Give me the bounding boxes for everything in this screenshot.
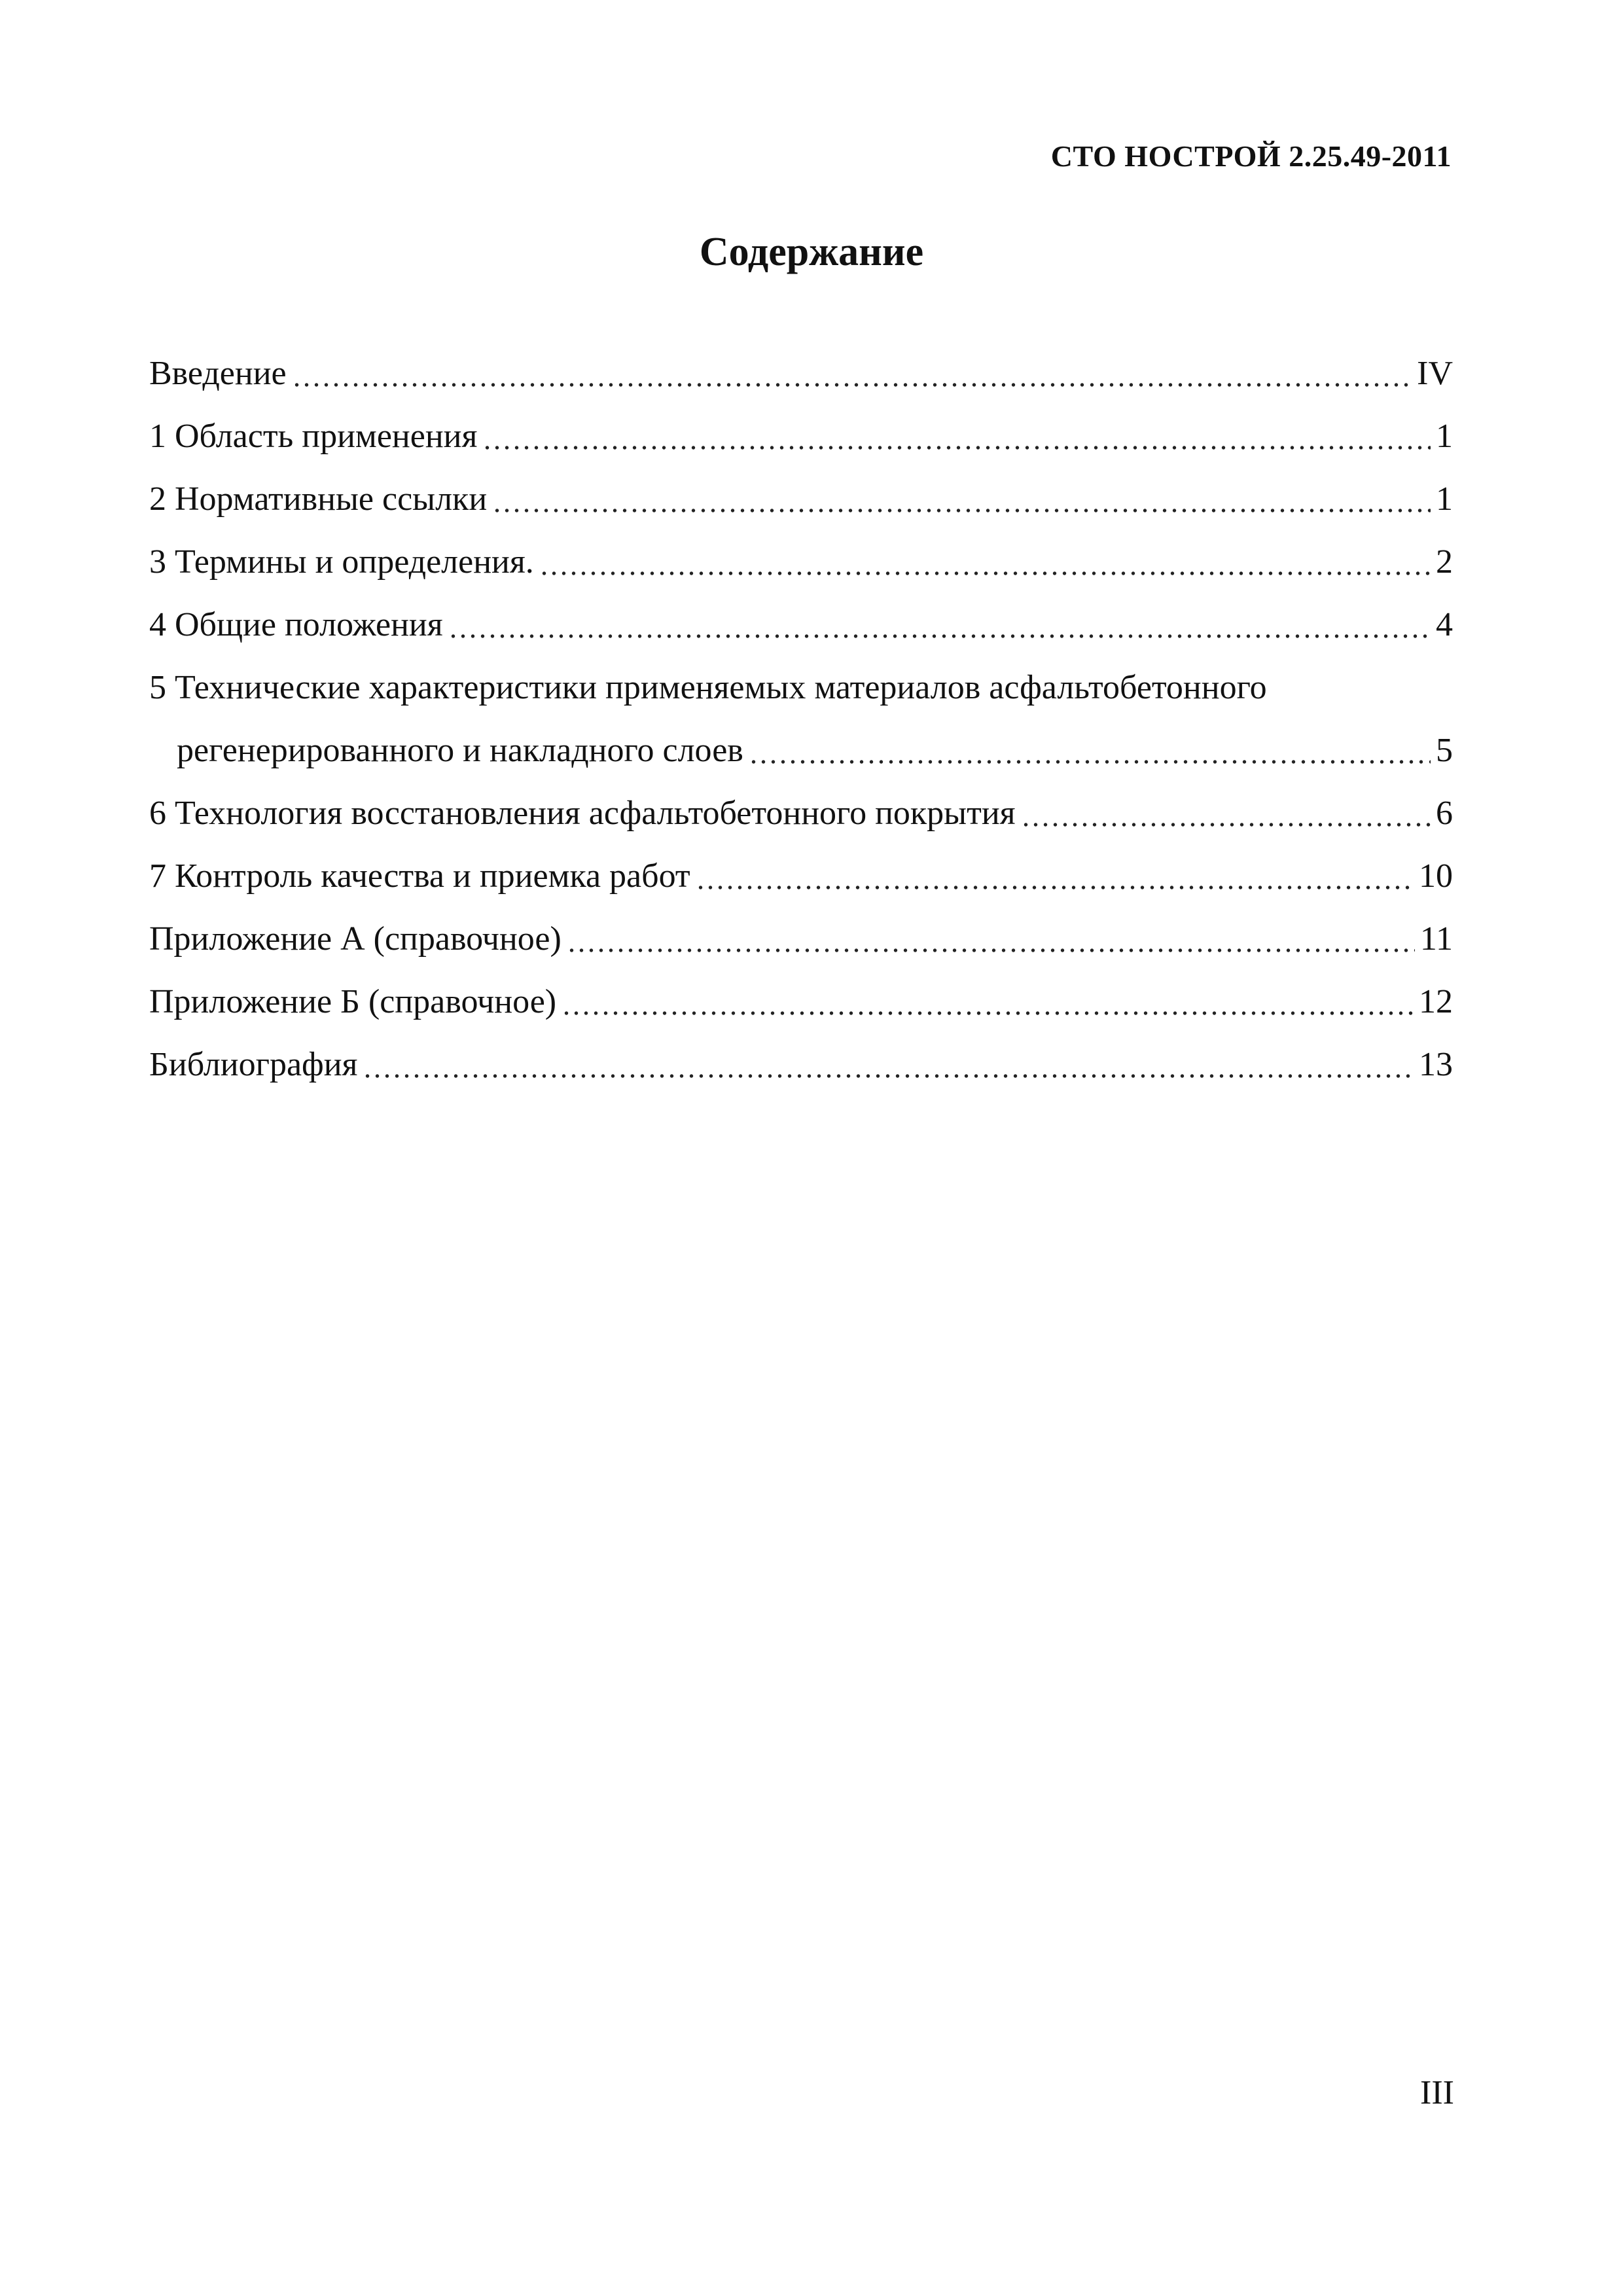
dot-leader: [448, 610, 1431, 639]
table-of-contents: [149, 342, 1453, 1096]
toc-entry-page: 11: [1419, 920, 1453, 958]
toc-entry-page: 12: [1419, 982, 1453, 1020]
toc-entry-section-2[interactable]: [149, 467, 1453, 530]
toc-entry-introduction[interactable]: [149, 342, 1453, 404]
toc-entry-section-7[interactable]: [149, 844, 1453, 907]
dot-leader: [696, 861, 1414, 890]
toc-entry-title: 6 Технология восстановления асфальтобетонного покрытия: [149, 794, 1016, 832]
toc-entry-title: 7 Контроль качества и приемка работ: [149, 857, 690, 895]
dot-leader: [292, 359, 1412, 387]
toc-entry-page: 2: [1436, 543, 1453, 581]
toc-entry-title: 1 Область применения: [149, 417, 478, 455]
toc-entry-page: IV: [1417, 354, 1453, 392]
toc-entry-page: 6: [1436, 794, 1453, 832]
dot-leader: [1021, 798, 1431, 827]
document-code: СТО НОСТРОЙ 2.25.49-2011: [1050, 139, 1452, 173]
page-number: III: [1420, 2074, 1454, 2111]
toc-entry-section-6[interactable]: [149, 781, 1453, 844]
page-title: Содержание: [699, 230, 924, 274]
toc-entry-page: 1: [1436, 417, 1453, 455]
toc-entry-bibliography[interactable]: [149, 1033, 1453, 1096]
toc-entry-section-1[interactable]: [149, 404, 1453, 467]
toc-entry-title: регенерированного и накладного слоев: [177, 731, 743, 769]
toc-entry-title: Библиография: [149, 1045, 358, 1083]
toc-entry-page: 4: [1436, 605, 1453, 643]
toc-entry-title: 5 Технические характеристики применяемых материалов асфальтобетонного: [149, 668, 1267, 706]
toc-entry-title: 3 Термины и определения.: [149, 543, 534, 581]
toc-entry-page: 1: [1436, 480, 1453, 518]
toc-entry-title: 4 Общие положения: [149, 605, 443, 643]
toc-entry-page: 10: [1419, 857, 1453, 895]
dot-leader: [482, 422, 1431, 450]
toc-entry-appendix-b[interactable]: [149, 970, 1453, 1033]
toc-entry-page: 5: [1436, 731, 1453, 769]
toc-entry-section-5-continued[interactable]: [149, 719, 1453, 781]
dot-leader: [539, 547, 1431, 576]
toc-entry-title: Приложение Б (справочное): [149, 982, 557, 1020]
toc-entry-section-5[interactable]: [149, 656, 1453, 719]
toc-entry-title: Приложение А (справочное): [149, 920, 562, 958]
toc-entry-section-4[interactable]: [149, 593, 1453, 656]
dot-leader: [749, 736, 1431, 764]
toc-entry-section-3[interactable]: [149, 530, 1453, 593]
toc-entry-page: 13: [1419, 1045, 1453, 1083]
dot-leader: [567, 924, 1415, 953]
dot-leader: [562, 987, 1414, 1016]
toc-entry-appendix-a[interactable]: [149, 907, 1453, 970]
dot-leader: [363, 1050, 1414, 1079]
toc-entry-title: Введение: [149, 354, 287, 392]
toc-entry-title: 2 Нормативные ссылки: [149, 480, 488, 518]
dot-leader: [492, 484, 1431, 513]
